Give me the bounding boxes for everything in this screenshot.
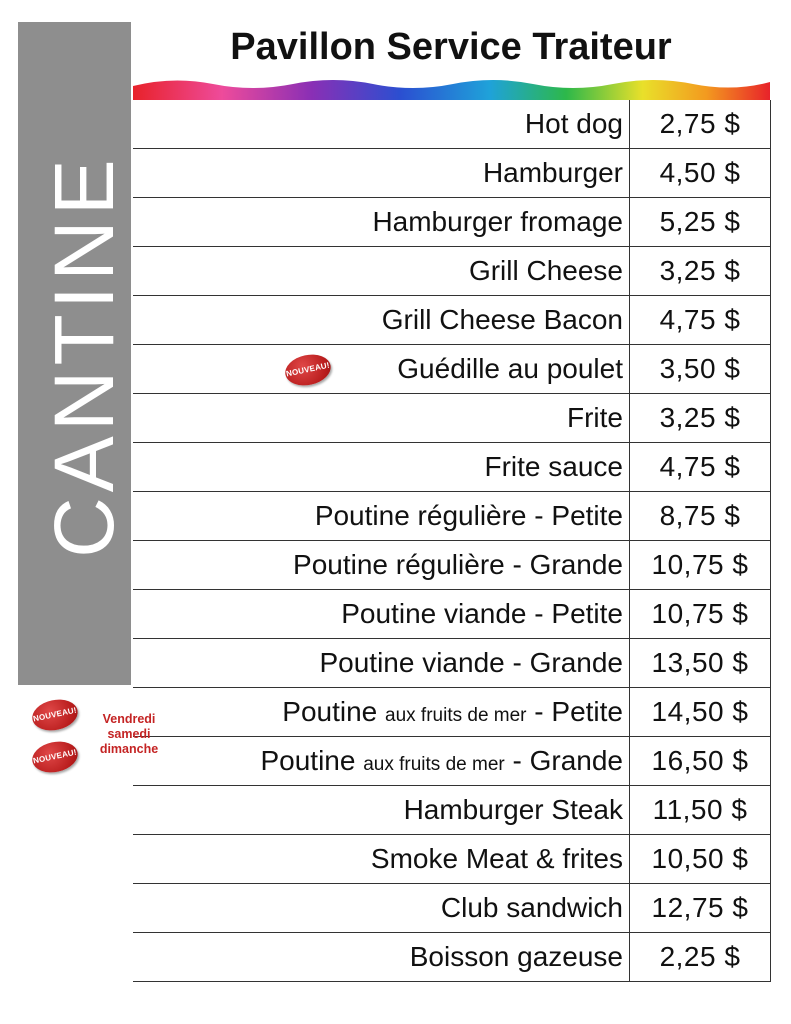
menu-item-price: 10,75 $ xyxy=(630,541,771,590)
menu-item-price: 8,75 $ xyxy=(630,492,771,541)
menu-row xyxy=(133,639,771,688)
nouveau-badge: NOUVEAU! xyxy=(282,351,333,390)
menu-row xyxy=(133,786,771,835)
menu-row xyxy=(133,492,771,541)
rainbow-divider xyxy=(133,70,770,104)
menu-row xyxy=(133,443,771,492)
menu-row xyxy=(133,198,771,247)
menu-item-price: 2,25 $ xyxy=(630,933,771,982)
menu-item-name: Smoke Meat & frites xyxy=(133,835,630,884)
menu-item-price: 11,50 $ xyxy=(630,786,771,835)
menu-row xyxy=(133,884,771,933)
menu-item-name: Hamburger fromage xyxy=(133,198,630,247)
sidebar-label: CANTINE xyxy=(37,154,131,558)
menu-item-price: 5,25 $ xyxy=(630,198,771,247)
menu-row xyxy=(133,835,771,884)
menu-table xyxy=(133,100,771,982)
page-title: Pavillon Service Traiteur xyxy=(230,26,672,68)
menu-item-name: Grill Cheese Bacon xyxy=(133,296,630,345)
menu-item-price: 3,25 $ xyxy=(630,394,771,443)
menu-row xyxy=(133,149,771,198)
menu-item-name: Guédille au poulet xyxy=(397,353,623,384)
menu-item-name: Club sandwich xyxy=(133,884,630,933)
menu-item-name: Poutine régulière - Grande xyxy=(133,541,630,590)
menu-row xyxy=(133,737,771,786)
menu-row xyxy=(133,247,771,296)
menu-item-price: 14,50 $ xyxy=(630,688,771,737)
menu-item-name: Hamburger Steak xyxy=(133,786,630,835)
menu-row xyxy=(133,345,771,394)
menu-item-cell xyxy=(133,688,630,737)
menu-item-name-size: - Grande xyxy=(512,745,623,776)
menu-item-name: Poutine xyxy=(260,745,356,776)
menu-row xyxy=(133,100,771,149)
menu-item-name: Poutine régulière - Petite xyxy=(133,492,630,541)
menu-item-name: Poutine xyxy=(282,696,378,727)
availability-note xyxy=(84,712,174,757)
menu-item-name-size: - Petite xyxy=(534,696,623,727)
menu-row xyxy=(133,590,771,639)
menu-item-name: Frite xyxy=(133,394,630,443)
menu-item-name: Boisson gazeuse xyxy=(133,933,630,982)
menu-item-price: 3,25 $ xyxy=(630,247,771,296)
menu-item-price: 3,50 $ xyxy=(630,345,771,394)
menu-item-name-detail: aux fruits de mer xyxy=(385,705,527,726)
menu-item-price: 10,50 $ xyxy=(630,835,771,884)
menu-item-price: 4,50 $ xyxy=(630,149,771,198)
menu-item-price: 2,75 $ xyxy=(630,100,771,149)
menu-item-cell xyxy=(133,737,630,786)
menu-item-name: Hamburger xyxy=(133,149,630,198)
sidebar-banner xyxy=(18,22,131,685)
availability-day: Vendredi xyxy=(102,712,156,726)
menu-item-name: Grill Cheese xyxy=(133,247,630,296)
menu-row xyxy=(133,541,771,590)
menu-item-name: Frite sauce xyxy=(133,443,630,492)
menu-item-price: 16,50 $ xyxy=(630,737,771,786)
menu-row xyxy=(133,933,771,982)
nouveau-badge: NOUVEAU! xyxy=(29,738,80,777)
menu-row xyxy=(133,394,771,443)
menu-item-price: 13,50 $ xyxy=(630,639,771,688)
menu-item-price: 4,75 $ xyxy=(630,443,771,492)
menu-item-price: 12,75 $ xyxy=(630,884,771,933)
menu-item-price: 10,75 $ xyxy=(630,590,771,639)
menu-item-cell xyxy=(133,345,630,394)
availability-day: dimanche xyxy=(99,742,159,756)
availability-day: samedi xyxy=(107,727,151,741)
menu-item-name: Poutine viande - Grande xyxy=(133,639,630,688)
menu-row xyxy=(133,296,771,345)
menu-item-name: Hot dog xyxy=(133,100,630,149)
menu-item-name-detail: aux fruits de mer xyxy=(363,754,505,775)
menu-item-price: 4,75 $ xyxy=(630,296,771,345)
menu-row xyxy=(133,688,771,737)
menu-item-name: Poutine viande - Petite xyxy=(133,590,630,639)
nouveau-badge: NOUVEAU! xyxy=(29,696,80,735)
